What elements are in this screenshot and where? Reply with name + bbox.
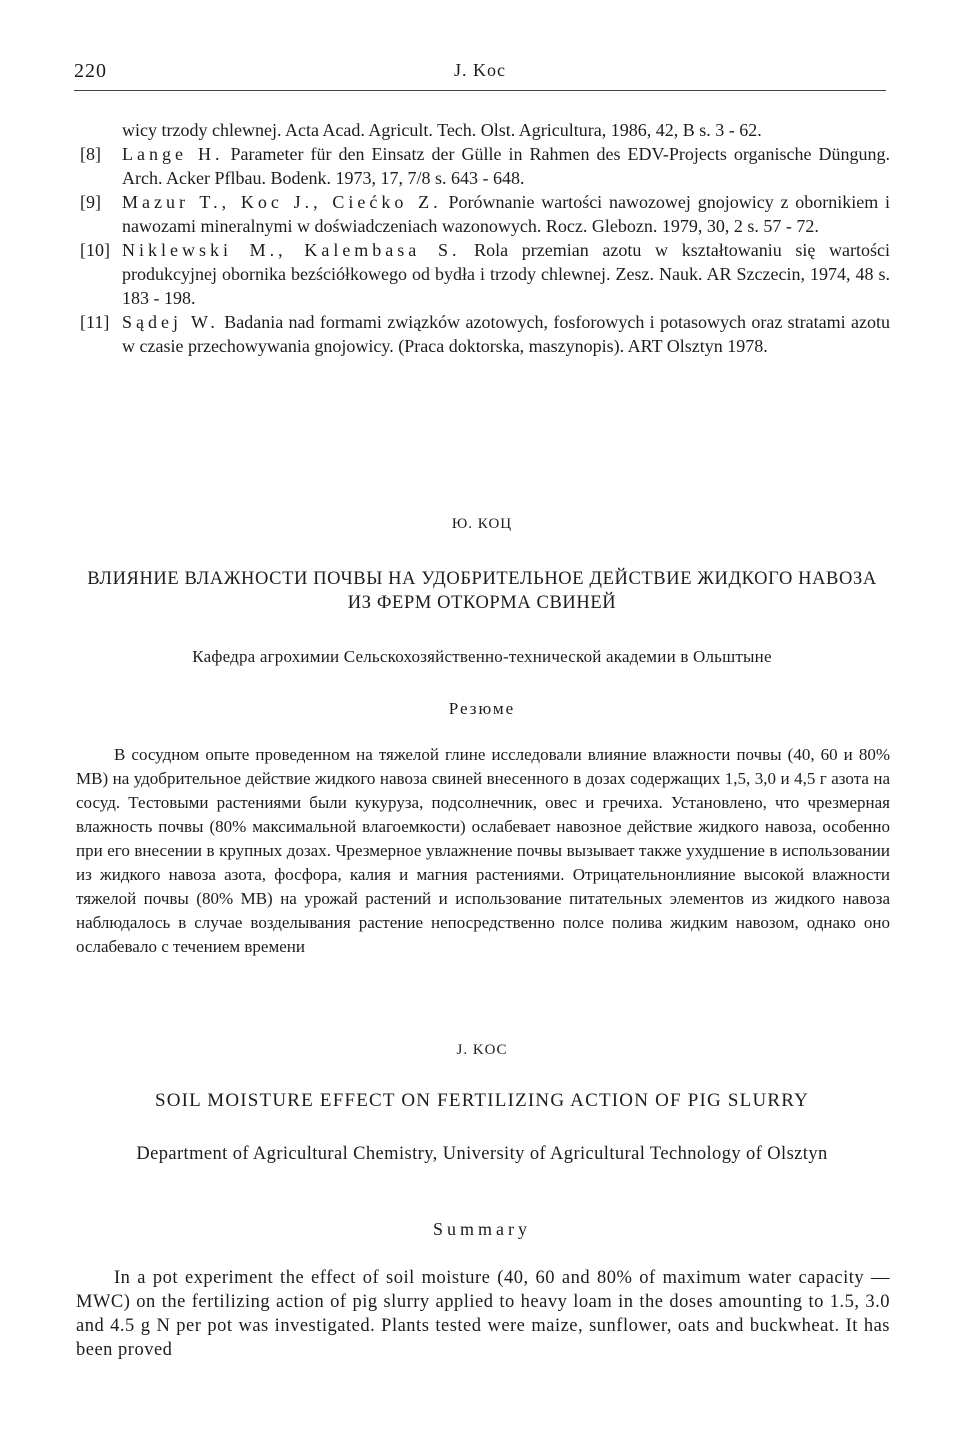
reference-number: [11] (80, 312, 110, 332)
russian-summary-heading: Резюме (448, 699, 516, 718)
reference-author: Sądej W. (122, 312, 219, 332)
russian-summary-body: В сосудном опыте проведенном на тяжелой глине исследовали влияние влажности почвы (40, 60 и 80% МВ) на удобрительное действие жидкого навоза свиней внесенного в дозах содержащих 1,5, 3,0 и 4,5 г азота на сосуд. Тестовыми растениями были кукуруза, подсолнечник, овес и гречиха. Установлено, что чрезмерная влажность почвы (80% максимальной влагоемкости) ослабевает навозное действие жидкого навоза, особенно при его внесении в крупных дозах. Чрезмерное увлажнение почвы вызывает также ухудшение в использовании из жидкого навоза азота, фосфора, калия и магния растениями. Отрицательнонлияние высокой влажности тяжелой почвы (80% МВ) на урожай растений и использование питательных элементов из жидкого навоза наблюдалось в случае возделывания растение непосредственно полсе полива жидким навозом, однако оно ослабевало с течением времени (76, 745, 890, 956)
reference-text: Porównanie wartości nawozowej gnojowicy z obornikiem i nawozami mineralnymi w doświadczeniach wazonowych. Rocz. Glebozn. 1979, 30, 2 s. 57 - 72. (122, 192, 890, 236)
reference-text: Parameter für den Einsatz der Gülle in Rahmen des EDV-Projects organische Düngung. Arch. Acker Pflbau. Bodenk. 1973, 17, 7/8 s. 643 - 648. (122, 144, 890, 188)
reference-9 (76, 190, 890, 238)
reference-number: [10] (80, 240, 110, 260)
russian-author: Ю. КОЦ (451, 516, 513, 532)
reference-list (76, 118, 890, 358)
running-head (74, 58, 886, 88)
english-summary-heading: Summary (433, 1219, 531, 1239)
english-title: SOIL MOISTURE EFFECT ON FERTILIZING ACTION OF PIG SLURRY (154, 1090, 810, 1111)
reference-text: Badania nad formami związków azotowych, fosforowych i potasowych oraz stratami azotu w czasie przechowywania gnojowicy. (Praca doktorska, maszynopis). ART Olsztyn 1978. (122, 312, 890, 356)
english-summary-body: In a pot experiment the effect of soil moisture (40, 60 and 80% of maximum water capacity — MWC) on the fertilizing action of pig slurry applied to heavy loam in the doses amounting to 1.5, 3.0 and 4.5 g N per pot was investigated. Plants tested were maize, sunflower, oats and buckwheat. It has been proved (76, 1268, 890, 1360)
english-author: J. KOC (456, 1042, 508, 1058)
header-rule (74, 90, 886, 91)
reference-author: Mazur T., Koc J., Ciećko Z. (122, 192, 442, 212)
reference-8 (76, 142, 890, 190)
reference-number: [8] (80, 144, 101, 164)
reference-10 (76, 238, 890, 310)
reference-author: Niklewski M., Kalembasa S. (122, 240, 461, 260)
russian-affiliation: Кафедра агрохимии Сельскохозяйственно-технической академии в Ольштыне (192, 647, 772, 666)
reference-11 (76, 310, 890, 358)
russian-title: ВЛИЯНИЕ ВЛАЖНОСТИ ПОЧВЫ НА УДОБРИТЕЛЬНОЕ ДЕЙСТВИЕ ЖИДКОГО НАВОЗА ИЗ ФЕРМ ОТКОРМА СВИНЕЙ (87, 569, 877, 613)
reference-7-continuation (76, 118, 890, 142)
reference-text: Rola przemian azotu w kształtowaniu się wartości produkcyjnej obornika bezściółkowego od bydła i trzody chlewnej. Zesz. Nauk. AR Szczecin, 1974, 48 s. 183 - 198. (122, 240, 890, 308)
running-title: J. Koc (454, 60, 506, 80)
reference-text: wicy trzody chlewnej. Acta Acad. Agricult. Tech. Olst. Agricultura, 1986, 42, B s. 3 - 62. (122, 120, 762, 140)
reference-number: [9] (80, 192, 101, 212)
reference-author: Lange H. (122, 144, 224, 164)
english-affiliation: Department of Agricultural Chemistry, University of Agricultural Technology of Olsztyn (136, 1144, 828, 1164)
page-number: 220 (74, 60, 107, 82)
